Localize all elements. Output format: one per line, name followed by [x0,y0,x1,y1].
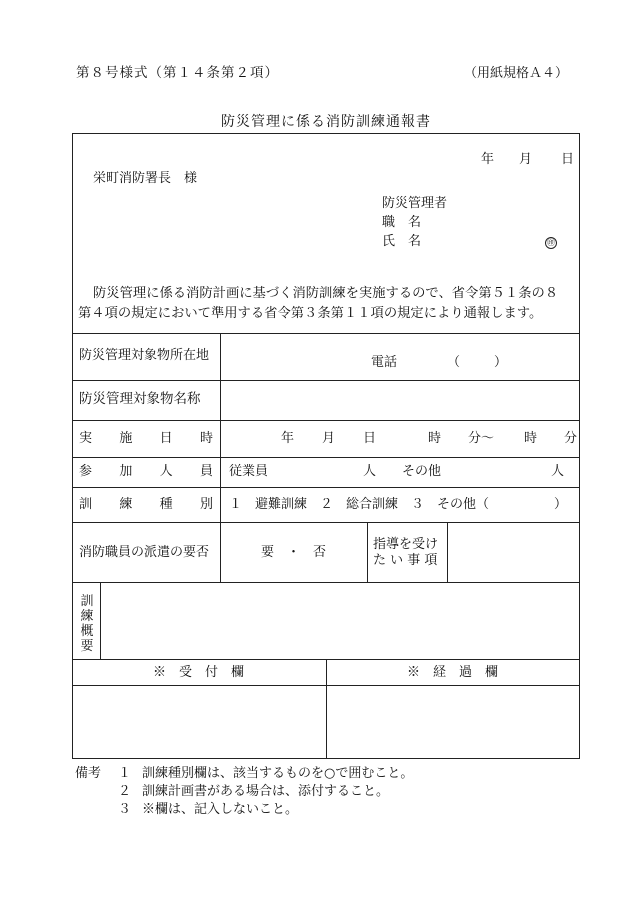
column-divider [100,582,101,659]
body-text-2: 第４項の規定において準用する省令第３条第１１項の規定により通報します。 [78,306,543,321]
divider [73,380,580,381]
datetime-hour-start: 時 [428,431,442,446]
date-year: 年 [481,152,495,167]
object-name-label: 防災管理対象物名称 [79,391,201,407]
phone-label: 電話 [371,355,398,370]
reception-header: ※ 受 付 欄 [153,665,245,680]
date-month: 月 [519,152,533,167]
datetime-day: 日 [363,431,377,446]
page-title: 防災管理に係る消防訓練通報書 [221,114,431,130]
column-divider [326,659,327,759]
name-label: 氏 名 [382,234,422,249]
manager-label: 防災管理者 [382,196,448,211]
guidance-label-2: た い 事 項 [373,553,438,568]
body-text-1: 防災管理に係る消防計画に基づく消防訓練を実施するので、省令第５１条の８ [93,286,559,301]
dispatch-label: 消防職員の派遣の要否 [79,545,210,560]
participants-label: 参 加 人 員 [79,464,213,479]
column-divider [447,522,448,582]
employees-unit: 人 [363,464,377,479]
note-number: ３ [118,802,132,817]
dispatch-value: 要 ・ 否 [261,545,327,560]
divider [73,487,580,488]
datetime-year: 年 [281,431,295,446]
form-number: 第８号様式（第１４条第２項） [76,65,279,81]
datetime-hour-end: 時 [524,431,538,446]
note-number: １ [118,766,132,781]
summary-label: 訓 練 概 要 [80,594,94,654]
datetime-label: 実 施 日 時 [79,431,213,446]
employees-label: 従業員 [229,464,269,479]
date-day: 日 [561,152,575,167]
notes-label: 備考 [75,766,102,781]
training-options: １ 避難訓練 ２ 総合訓練 ３ その他（ ） [229,497,568,512]
divider [73,333,580,334]
addressee: 栄町消防署長 様 [93,171,198,186]
progress-header: ※ 経 過 欄 [407,665,499,680]
others-label: その他 [402,464,442,479]
seal-icon: ㊞ [547,238,555,247]
location-label: 防災管理対象物所在地 [79,348,210,363]
datetime-minute-end: 分 [564,431,578,446]
others-unit: 人 [551,464,565,479]
notification-form [72,133,580,759]
datetime-month: 月 [322,431,336,446]
note-number: ２ [118,784,132,799]
divider [73,522,580,523]
phone-paren-close: ） [494,355,508,370]
training-type-label: 訓 練 種 別 [79,497,213,512]
position-label: 職 名 [382,215,422,230]
phone-paren-open: （ [447,355,461,370]
column-divider [220,333,221,582]
divider [73,420,580,421]
datetime-minute-start: 分～ [468,431,495,446]
paper-size: （用紙規格Ａ４） [464,66,569,81]
note-text: 訓練種別欄は、該当するものを○で囲むこと。 [142,766,414,781]
guidance-label-1: 指導を受け [373,537,439,552]
divider [73,457,580,458]
seal-mark [545,235,557,249]
divider [73,582,580,583]
note-text: ※欄は、記入しないこと。 [142,802,299,817]
column-divider [367,522,368,582]
note-text: 訓練計画書がある場合は、添付すること。 [142,784,390,799]
